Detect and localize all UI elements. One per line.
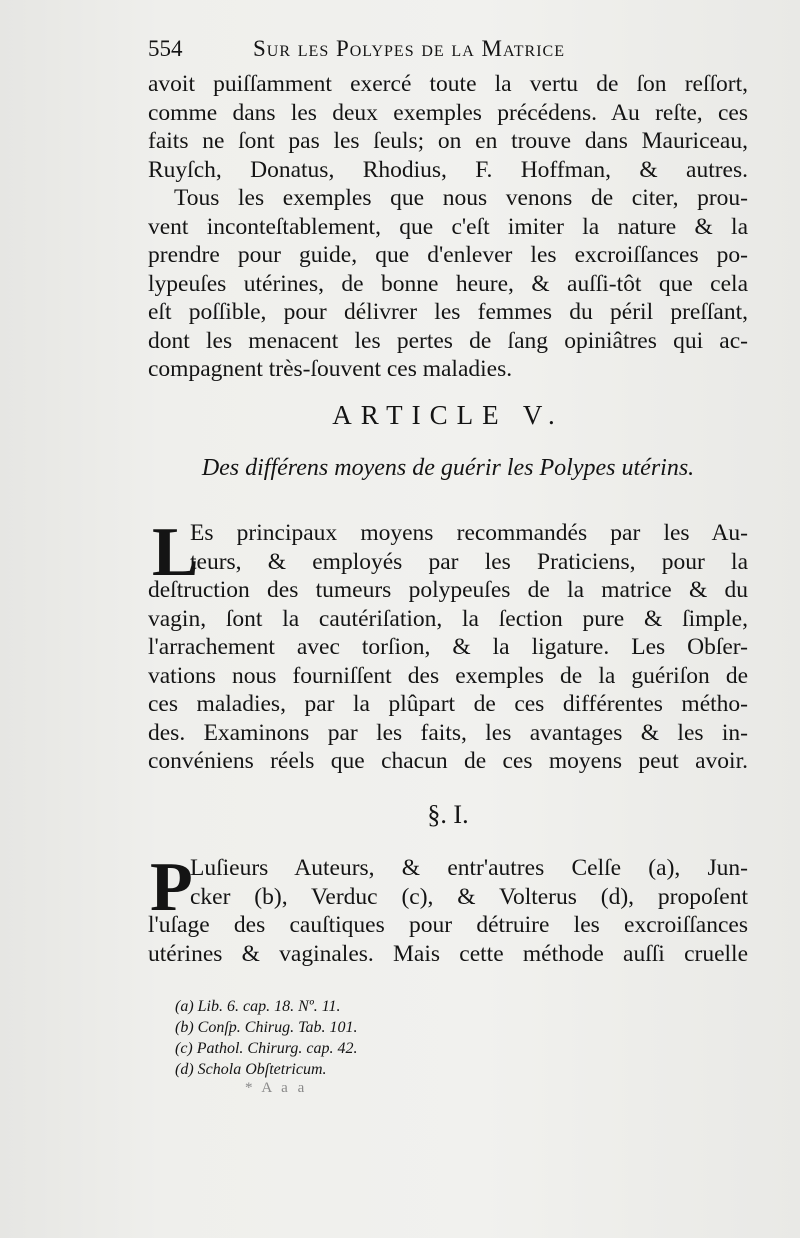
paragraph-caustics [148,849,748,968]
section-heading: §. I. [427,800,469,829]
text-line: vent inconteſtablement, que c'eſt imiter la nature & la [148,213,748,240]
footnote: (b) Conſp. Chirug. Tab. 101. [175,1019,358,1036]
article-subheading: Des différens moyens de guérir les Polypes utérins. [201,455,695,481]
text-line: Ruyſch, Donatus, Rhodius, F. Hoffman, & autres. [148,156,748,183]
text-line: Es principaux moyens recommandés par les Au- [190,520,748,546]
footnote: (a) Lib. 6. cap. 18. Nº. 11. [175,998,341,1015]
drop-cap-p: P [150,849,193,926]
paragraph-continuation [148,70,748,184]
text-line: eſt poſſible, pour délivrer les femmes du péril preſſant, [148,299,748,325]
text-line: utérines & vaginales. Mais cette méthode auſſi cruelle [148,940,748,967]
footnotes [175,996,575,1080]
text-line: vations nous fourniſſent des exemples de la guériſon de [148,662,748,689]
text-line: avoit puiſſamment exercé toute la vertu de ſon reſſort, [148,71,748,97]
footnote: (d) Schola Obſtetricum. [175,1061,327,1078]
paragraph-methods [148,514,748,776]
text-line: Luſieurs Auteurs, & entr'autres Celſe (a), Jun- [190,855,748,881]
text-line: teurs, & employés par les Praticiens, pour la [190,548,748,575]
text-line: des. Examinons par les faits, les avantages & les in- [148,719,748,746]
text-line: comme dans les deux exemples précédens. Au reſte, ces [148,99,748,126]
text-line: Tous les exemples que nous venons de citer, prou- [174,185,748,211]
drop-cap-l: L [152,514,199,591]
text-line: deſtruction des tumeurs polypeuſes de la matrice & du [148,577,748,603]
text-line: vagin, ſont la cautériſation, la ſection pure & ſimple, [148,605,748,632]
running-title: Sur les Polypes de la Matrice [253,36,565,61]
text-line: dont les menacent les pertes de ſang opiniâtres qui ac- [148,327,748,354]
text-line: l'arrachement avec torſion, & la ligature. Les Obſer- [148,634,748,660]
paragraph-examples [148,184,748,384]
article-heading: ARTICLE V. [332,400,564,430]
signature-mark: * A a a [245,1080,308,1096]
text-line: l'uſage des cauſtiques pour détruire les excroiſſances [148,912,748,938]
text-line: ces maladies, par la plûpart de ces différentes métho- [148,691,748,717]
text-line: cker (b), Verduc (c), & Volterus (d), propoſent [190,883,748,910]
text-line: lypeuſes utérines, de bonne heure, & auſſi-tôt que cela [148,270,748,297]
text-line: faits ne ſont pas les ſeuls; on en trouve dans Mauriceau, [148,128,748,154]
running-header [148,36,748,66]
footnote: (c) Pathol. Chirurg. cap. 42. [175,1040,358,1057]
page-number: 554 [148,36,183,61]
text-line: convéniens réels que chacun de ces moyens peut avoir. [148,748,748,774]
text-line: prendre pour guide, que d'enlever les excroiſſances po- [148,242,748,268]
text-line: compagnent très-ſouvent ces maladies. [148,356,513,382]
